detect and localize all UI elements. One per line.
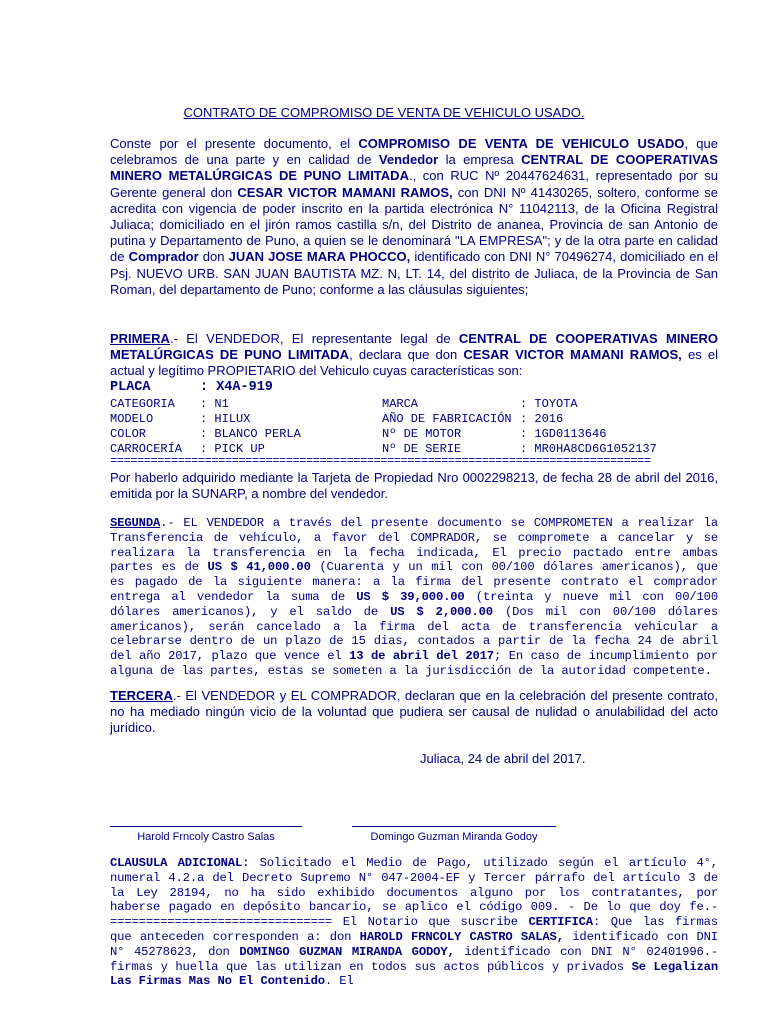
intro-text-7: identificado con DNI N° 70496274, domiciliado en el Psj. NUEVO URB. SAN JUAN BAUTISTA MZ. N, LT. 14, del distrito de Juliaca, de la Provincia de San Roman, del departamento de Puno; conforme a las cláusulas siguientes;: [110, 249, 718, 297]
signature-name-left: Harold Frncoly Castro Salas: [137, 831, 275, 843]
segunda-amount-initial: US $ 39,000.00: [356, 589, 465, 604]
spec-value: : 1GD0113646: [520, 427, 607, 441]
spec-row: [110, 411, 718, 426]
tercera-heading: TERCERA: [110, 688, 173, 703]
intro-text-1: Conste por el presente documento, el: [110, 136, 359, 151]
spec-label: Nº DE SERIE: [382, 442, 462, 456]
tercera-text-1: .- El VENDEDOR y EL COMPRADOR, declaran que en la celebración del presente contrato, no ha mediado ningún vicio de la voluntad que pudiera ser causal de nulidad o anulabilidad del acto jurídico.: [110, 688, 718, 736]
clausula-text-6: . El: [324, 974, 354, 989]
intro-bold-4: CESAR VICTOR MAMANI RAMOS,: [237, 184, 453, 200]
segunda-text-1: .- EL VENDEDOR a través del presente documento se COMPROMETEN a realizar la Transferencia de vehículo, a favor del COMPRADOR, se compromete a cancelar y se realizara la transferencia en la fecha indicada, El precio pactado entre ambas partes es de: [110, 516, 718, 575]
clausula-text-2: El Notario que suscribe: [332, 915, 529, 930]
document-title: CONTRATO DE COMPROMISO DE VENTA DE VEHICULO USADO.: [183, 105, 585, 120]
segunda-text-2: (Cuarenta y un mil con 00/100 dólares americanos), que es pagado de la siguiente manera: a la firma del presente contrato el comprador entrega al vendedor la suma de: [110, 560, 718, 604]
intro-bold-3: CENTRAL DE COOPERATIVAS MINERO METALÚRGICAS DE PUNO LIMITADA: [110, 152, 718, 184]
spec-value: : TOYOTA: [520, 397, 578, 411]
segunda-amount-balance: US $ 2,000.00: [390, 604, 493, 619]
spec-value: : N1: [200, 397, 229, 411]
spec-value: : 2016: [520, 412, 564, 426]
primera-clause: [110, 331, 718, 380]
intro-paragraph: [110, 136, 718, 298]
spec-row: [110, 426, 718, 441]
spec-label: Nº DE MOTOR: [382, 427, 462, 441]
primera-text-1: .- El VENDEDOR, El representante legal de: [169, 331, 459, 346]
clausula-text-3: : Que las firmas que anteceden corresponden a: don: [110, 915, 718, 944]
primera-bold-2: CESAR VICTOR MAMANI RAMOS,: [463, 347, 682, 363]
intro-text-3: la empresa: [438, 152, 522, 168]
clausula-text-5: identificado con DNI N° 02401996.- firmas y huella que las utilizan en todos sus actos públicos y privados: [110, 944, 718, 974]
signature-line-right: [352, 826, 556, 827]
primera-bold-1: CENTRAL DE COOPERATIVAS MINERO METALÚRGICAS DE PUNO LIMITADA: [110, 331, 718, 363]
clausula-name-2: DOMINGO GUZMAN MIRANDA GODOY,: [239, 944, 455, 959]
intro-bold-1: COMPROMISO DE VENTA DE VEHICULO USADO: [358, 136, 685, 151]
clausula-adicional: [110, 856, 718, 989]
segunda-clause: [110, 516, 718, 679]
segunda-text-3: (treinta y nueve mil con 00/100 dólares americanos), y el saldo de: [110, 589, 719, 619]
clausula-heading: CLAUSULA ADICIONAL:: [110, 856, 250, 870]
tarjeta-note: Por haberlo adquirido mediante la Tarjeta de Propiedad Nro 0002298213, de fecha 28 de abril del 2016, emitida por la SUNARP, a nombre del vendedor.: [110, 470, 718, 502]
spec-label: AÑO DE FABRICACIÓN: [382, 412, 512, 426]
spec-label: MARCA: [382, 397, 419, 411]
clausula-name-1: HAROLD FRNCOLY CASTRO SALAS,: [359, 929, 564, 944]
spec-label: COLOR: [110, 427, 147, 441]
signature-line-left: [110, 826, 302, 827]
signature-name-right: Domingo Guzman Miranda Godoy: [370, 831, 538, 843]
intro-text-2: , que celebramos de una parte y en calidad de: [110, 136, 718, 168]
placa-row: [110, 380, 718, 395]
segunda-text-5: ; En caso de incumplimiento por alguna de las partes, estas se someten a la jurisdicción de la autoridad competente.: [110, 649, 719, 678]
spec-value: : HILUX: [200, 412, 251, 426]
spec-row: [110, 396, 718, 411]
spec-label: CATEGORIA: [110, 397, 175, 411]
segunda-amount-total: US $ 41,000.00: [207, 560, 311, 575]
primera-text-2: , declara que don: [349, 347, 464, 363]
segunda-text-4: (Dos mil con 00/100 dólares americanos), serán cancelado a la firma del acta de transferencia vehicular a celebrarse dentro de un plazo de 15 dias, contados a partir de la fecha 24 de abril del año 2017, plazo que vence el: [110, 604, 718, 664]
spec-label: CARROCERÍA: [110, 442, 183, 456]
intro-text-6: don: [198, 249, 229, 265]
primera-text-3: es el actual y legítimo PROPIETARIO del Vehiculo cuyas características son:: [110, 347, 719, 379]
clausula-text-1: Solicitado el Medio de Pago, utilizado según el artículo 4°, numeral 4.2.a del Decreto Supremo N° 047-2004-EF y Tercer párrafo del artículo 3 de la Ley 28194, no ha sido exhibido documentos alguno por los contratantes, por haberse pagado en depósito bancario, se aplico el código 009. - De lo que doy fe.-===============================: [110, 856, 718, 930]
clausula-text-4: identificado con DNI N° 45278623, don: [110, 929, 718, 959]
placa-label: PLACA: [110, 380, 151, 395]
clausula-certifica: CERTIFICA: [528, 915, 593, 930]
tercera-clause: [110, 688, 718, 737]
primera-heading: PRIMERA: [110, 331, 170, 346]
segunda-heading: SEGUNDA: [110, 516, 161, 530]
spec-value: : BLANCO PERLA: [200, 427, 301, 441]
placa-value: : X4A-919: [200, 380, 273, 395]
separator-line: ================================================================================: [110, 454, 651, 468]
spec-value: : MR0HA8CD6G1052137: [520, 442, 657, 456]
clausula-legalizan: Se Legalizan Las Firmas Mas No El Contenido: [110, 959, 718, 989]
intro-bold-2: Vendedor: [378, 152, 439, 168]
intro-text-4: ., con RUC Nº 20447624631, representado por su Gerente general don: [110, 168, 718, 200]
intro-bold-6: JUAN JOSE MARA PHOCCO,: [228, 249, 411, 265]
intro-text-5: con DNI Nº 41430265, soltero, conforme se acredita con vigencia de poder inscrito en la partida electrónica N° 11042113, de la Oficina Registral Juliaca; domiciliado en el jirón ramos castilla s/n, del Distrito de ananea, Provincia de san Antonio de putina y Departamento de Puno, a quien se le denominará "LA EMPRESA"; y de la otra parte en calidad de: [110, 184, 718, 265]
place-date: Juliaca, 24 de abril del 2017.: [420, 751, 586, 766]
intro-bold-5: Comprador: [128, 249, 199, 265]
segunda-deadline: 13 de abril del 2017: [349, 649, 494, 664]
spec-label: MODELO: [110, 412, 154, 426]
spec-value: : PICK UP: [200, 442, 265, 456]
